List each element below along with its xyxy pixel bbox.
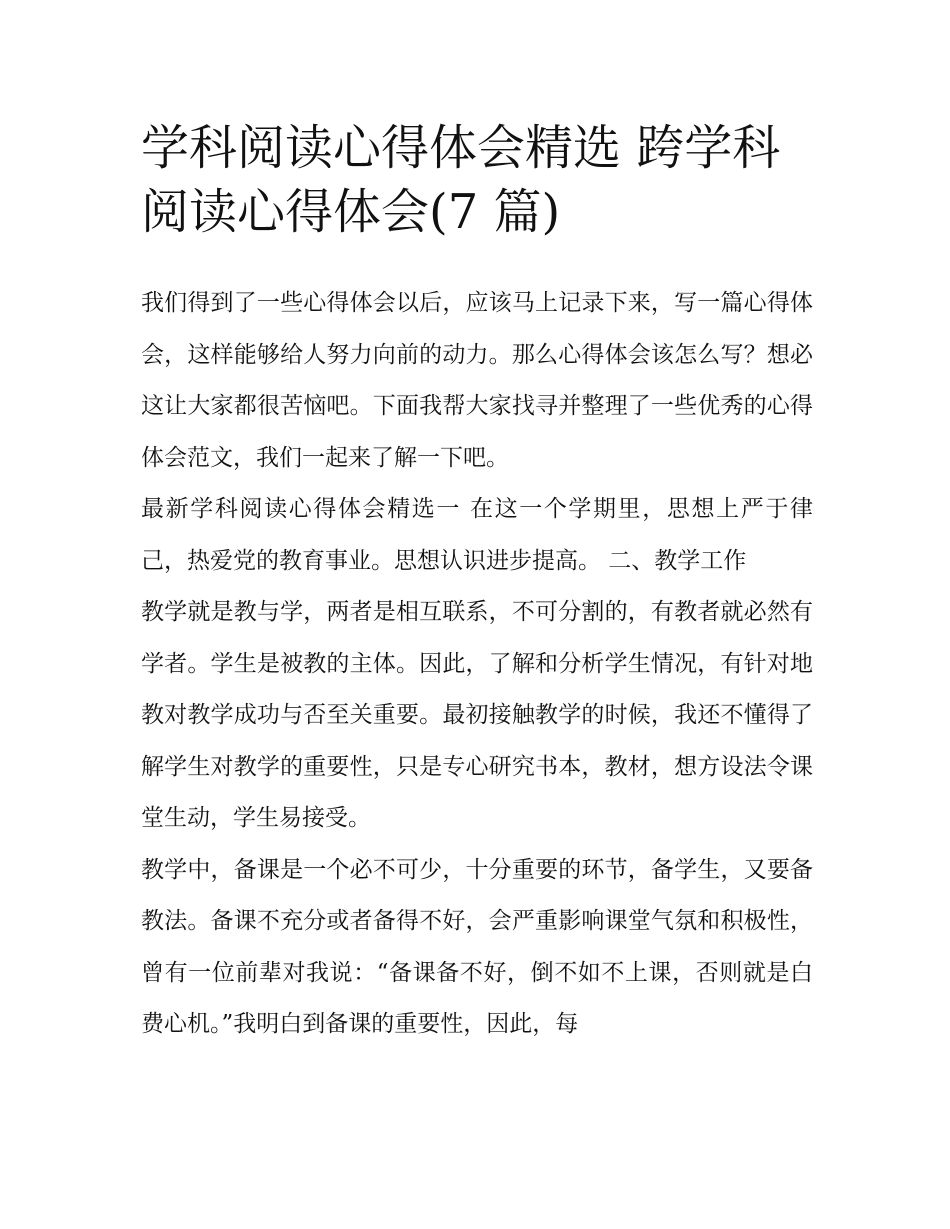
paragraph-teaching: 教学就是教与学，两者是相互联系，不可分割的，有教者就必然有学者。学生是被教的主体。因此，了解和分析学生情况，有针对地教对教学成功与否至关重要。最初接触教学的时候，我还不懂得了解学生对教学的重要性，只是专心研究书本，教材，想方设法令课堂生动，学生易接受。 [141,599,813,831]
document-title: 学科阅读心得体会精选 跨学科阅读心得体会(7 篇) [141,120,781,240]
paragraph-lesson-prep: 教学中，备课是一个必不可少，十分重要的环节，备学生，又要备教法。备课不充分或者备得不好，会严重影响课堂气氛和积极性，曾有一位前辈对我说：“备课备不好，倒不如不上课，否则就是白费心机。”我明白到备课的重要性，因此，每 [141,856,813,1037]
document-body [141,278,813,1051]
paragraph-section-one: 最新学科阅读心得体会精选一 在这一个学期里，思想上严于律己，热爱党的教育事业。思想认识进步提高。 二、教学工作 [141,496,813,574]
paragraph-intro: 我们得到了一些心得体会以后，应该马上记录下来，写一篇心得体会，这样能够给人努力向前的动力。那么心得体会该怎么写？想必这让大家都很苦恼吧。下面我帮大家找寻并整理了一些优秀的心得体会范文，我们一起来了解一下吧。 [141,290,813,471]
